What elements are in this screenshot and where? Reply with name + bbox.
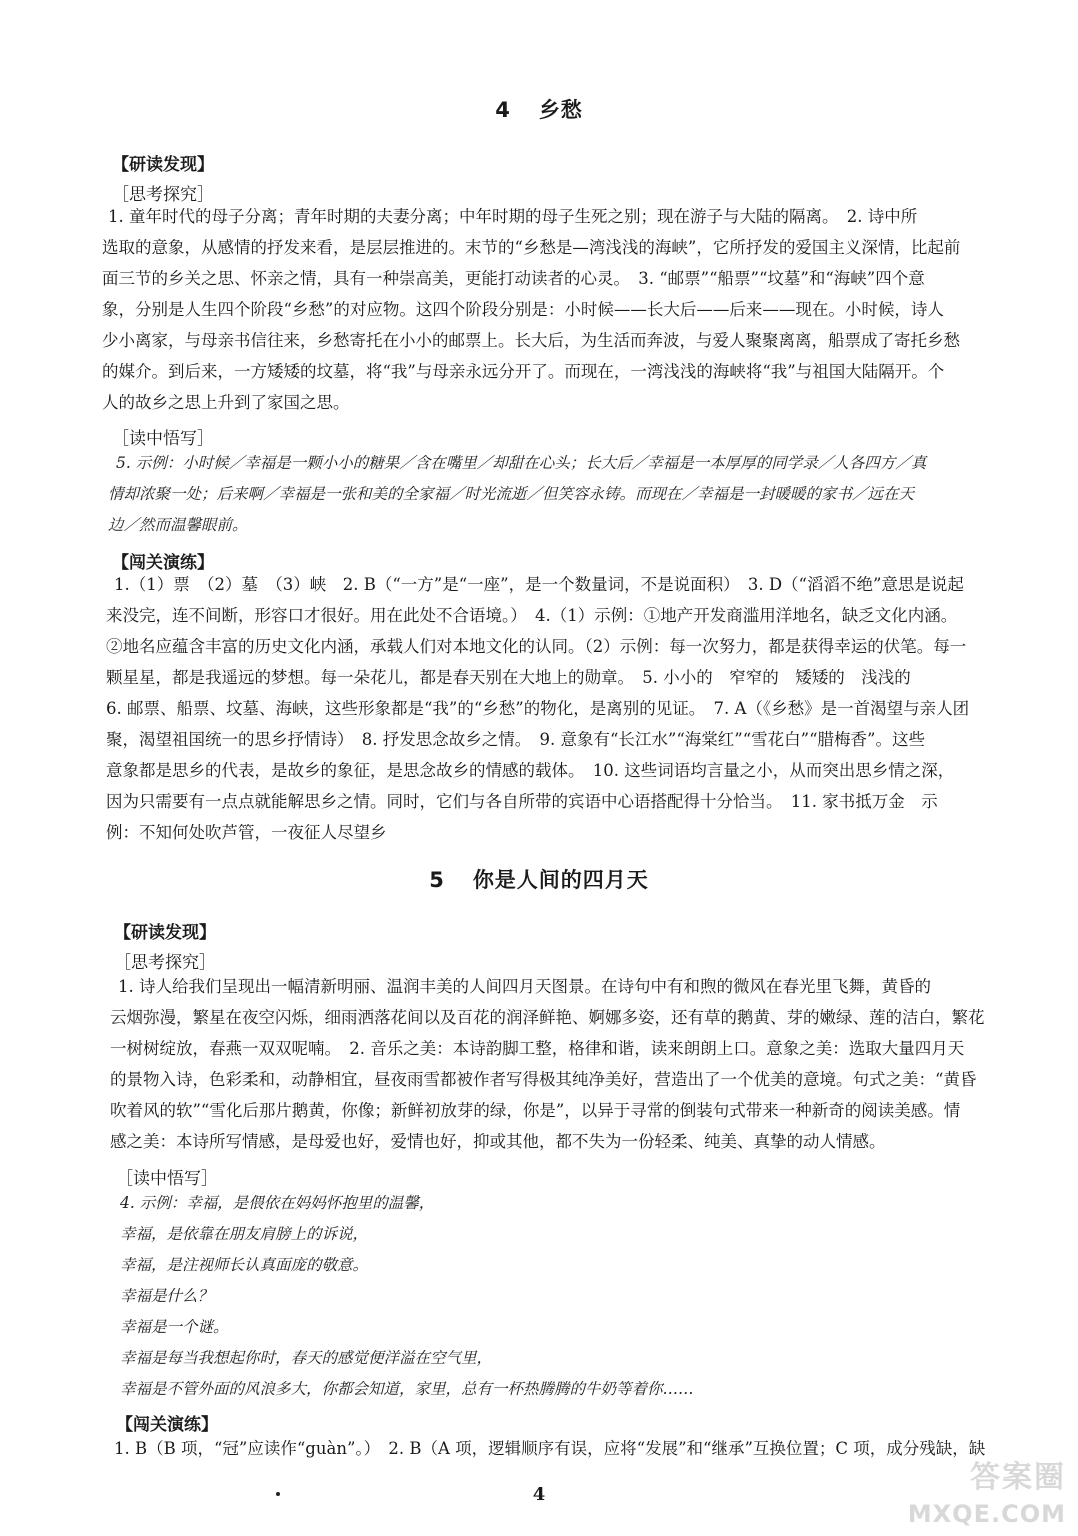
section-4-write-line: 5. 示例：小时候／幸福是一颗小小的糖果／含在嘴里／却甜在心头；长大后／幸福是一本厚厚的同学录／人各四方／真 <box>116 454 927 472</box>
section-4-write-heading: ［读中悟写］ <box>112 429 214 449</box>
section-4-think-line: 1. 童年时代的母子分离；青年时期的夫妻分离；中年时期的母子生死之别；现在游子与大陆的隔离。 2. 诗中所 <box>108 207 918 226</box>
section-5-think-line: 1. 诗人给我们呈现出一幅清新明丽、温润丰美的人间四月天图景。在诗句中有和煦的微风在春光里飞舞，黄昏的 <box>118 977 931 996</box>
section-4-think-line: 的媒介。到后来，一方矮矮的坟墓，将“我”与母亲永远分开了。而现在，一湾浅浅的海峡将“我”与祖国大陆隔开。个 <box>102 362 945 381</box>
section-4-think-line: 人的故乡之思上升到了家国之思。 <box>102 393 350 412</box>
section-5-think-line: 吹着风的软”“雪化后那片鹅黄，你像；新鲜初放芽的绿，你是”，以异于寻常的倒装句式带来一种新奇的阅读美感。情 <box>110 1101 961 1120</box>
section-4-write-line: 边／然而温馨眼前。 <box>108 516 248 534</box>
section-5-write-line: 幸福是每当我想起你时，春天的感觉便洋溢在空气里， <box>120 1349 493 1367</box>
section-4-practice-line: 6. 邮票、船票、坟墓、海峡，这些形象都是“我”的“乡愁”的物化，是离别的见证。 7. A（《乡愁》是一首渴望与亲人团 <box>106 699 970 718</box>
section-4-practice-line: ②地名应蕴含丰富的历史文化内涵，承载人们对本地文化的认同。（2）示例：每一次努力，都是获得幸运的伏笔。每一 <box>106 637 967 656</box>
section-5-think-line: 云烟弥漫，繁星在夜空闪烁，细雨洒落花间以及百花的润泽鲜艳、婀娜多姿，还有草的鹅黄、芽的嫩绿、莲的洁白，繁花 <box>110 1008 985 1027</box>
section-4-think-line: 少小离家，与母亲书信往来，乡愁寄托在小小的邮票上。长大后，为生活而奔波，与爱人聚聚离离，船票成了寄托乡愁 <box>102 331 960 350</box>
watermark-mark: 答案圈 <box>970 1460 1066 1495</box>
watermark <box>880 1450 1070 1530</box>
section-4-practice-line: 颗星星，都是我遥远的梦想。每一朵花儿，都是春天别在大地上的勋章。 5. 小小的 窄窄的 矮矮的 浅浅的 <box>106 668 911 687</box>
section-5-title <box>0 864 1078 894</box>
section-4-write-line: 情却浓聚一处；后来啊／幸福是一张和美的全家福／时光流逝／但笑容永铸。而现在／幸福是一封暖暖的家书／远在天 <box>108 485 915 503</box>
section-4-title <box>0 94 1078 124</box>
section-5-write-line: 幸福是什么？ <box>120 1287 214 1305</box>
section-4-practice-line: 因为只需要有一点点就能解思乡之情。同时，它们与各自所带的宾语中心语搭配得十分恰当。 11. 家书抵万金 示 <box>106 792 938 811</box>
section-5-write-line: 4. 示例：幸福，是偎依在妈妈怀抱里的温馨， <box>120 1194 435 1212</box>
section-5-practice-heading: 【闯关演练】 <box>116 1415 218 1435</box>
section-5-write-line: 幸福是不管外面的风浪多大，你都会知道，家里，总有一杯热腾腾的牛奶等着你…… <box>120 1380 694 1398</box>
section-5-think-line: 一树树绽放，春燕一双双呢喃。 2. 音乐之美：本诗韵脚工整，格律和谐，读来朗朗上口。意象之美：选取大量四月天 <box>110 1039 965 1058</box>
section-5-number: 5 <box>429 868 445 892</box>
section-5-write-line: 幸福，是依靠在朋友肩膀上的诉说， <box>120 1225 369 1243</box>
section-5-discover-heading: 【研读发现】 <box>114 923 216 943</box>
watermark-site: MXQE.COM <box>907 1500 1066 1528</box>
section-5-write-line: 幸福，是注视师长认真面庞的敬意。 <box>120 1256 369 1274</box>
section-5-think-heading: ［思考探究］ <box>114 953 216 973</box>
section-4-practice-line: 来没完，连不间断，形容口才很好。用在此处不合语境。） 4.（1）示例：①地产开发商滥用洋地名，缺乏文化内涵。 <box>106 606 958 625</box>
section-4-number: 4 <box>495 98 511 122</box>
page-number: 4 <box>532 1484 546 1505</box>
section-5-think-line: 的景物入诗，色彩柔和，动静相宜，昼夜雨雪都被作者写得极其纯净美好，营造出了一个优美的意境。句式之美：“黄昏 <box>110 1070 977 1089</box>
section-4-title-text: 乡愁 <box>538 98 583 122</box>
section-5-practice-line: 1. B（B 项，“冠”应读作“guàn”。） 2. B（A 项，逻辑顺序有误，应将“发展”和“继承”互换位置；C 项，成分残缺，缺 <box>114 1439 986 1458</box>
section-4-think-line: 面三节的乡关之思、怀亲之情，具有一种崇高美，更能打动读者的心灵。 3. “邮票”“船票”“坟墓”和“海峡”四个意 <box>102 269 925 288</box>
section-4-think-heading: ［思考探究］ <box>112 185 214 205</box>
section-5-title-text: 你是人间的四月天 <box>472 868 649 892</box>
section-4-practice-line: 意象都是思乡的代表，是故乡的象征，是思念故乡的情感的载体。 10. 这些词语均言量之小，从而突出思乡情之深， <box>106 761 955 780</box>
section-5-think-line: 感之美：本诗所写情感，是母爱也好，爱情也好，抑或其他，都不失为一份轻柔、纯美、真挚的动人情感。 <box>110 1132 886 1151</box>
section-4-think-line: 选取的意象，从感情的抒发来看，是层层推进的。末节的“乡愁是—湾浅浅的海峡”，它所抒发的爱国主义深情，比起前 <box>102 238 961 257</box>
section-4-discover-heading: 【研读发现】 <box>112 155 214 175</box>
section-4-practice-line: 聚，渴望祖国统一的思乡抒情诗） 8. 抒发思念故乡之情。 9. 意象有“长江水”“海棠红”“雪花白”“腊梅香”。这些 <box>106 730 925 749</box>
section-4-practice-heading: 【闯关演练】 <box>112 553 214 573</box>
section-4-think-line: 象，分别是人生四个阶段“乡愁”的对应物。这四个阶段分别是：小时候——长大后——后来——现在。小时候，诗人 <box>102 300 944 319</box>
section-4-practice-line: 1.（1）票 （2）墓 （3）峡 2. B（“一方”是“一座”，是一个数量词，不是说面积） 3. D（“滔滔不绝”意思是说起 <box>114 575 964 594</box>
section-4-practice-line: 例：不知何处吹芦管，一夜征人尽望乡 <box>106 823 387 842</box>
section-5-write-line: 幸福是一个谜。 <box>120 1318 229 1336</box>
section-5-write-heading: ［读中悟写］ <box>116 1169 218 1189</box>
